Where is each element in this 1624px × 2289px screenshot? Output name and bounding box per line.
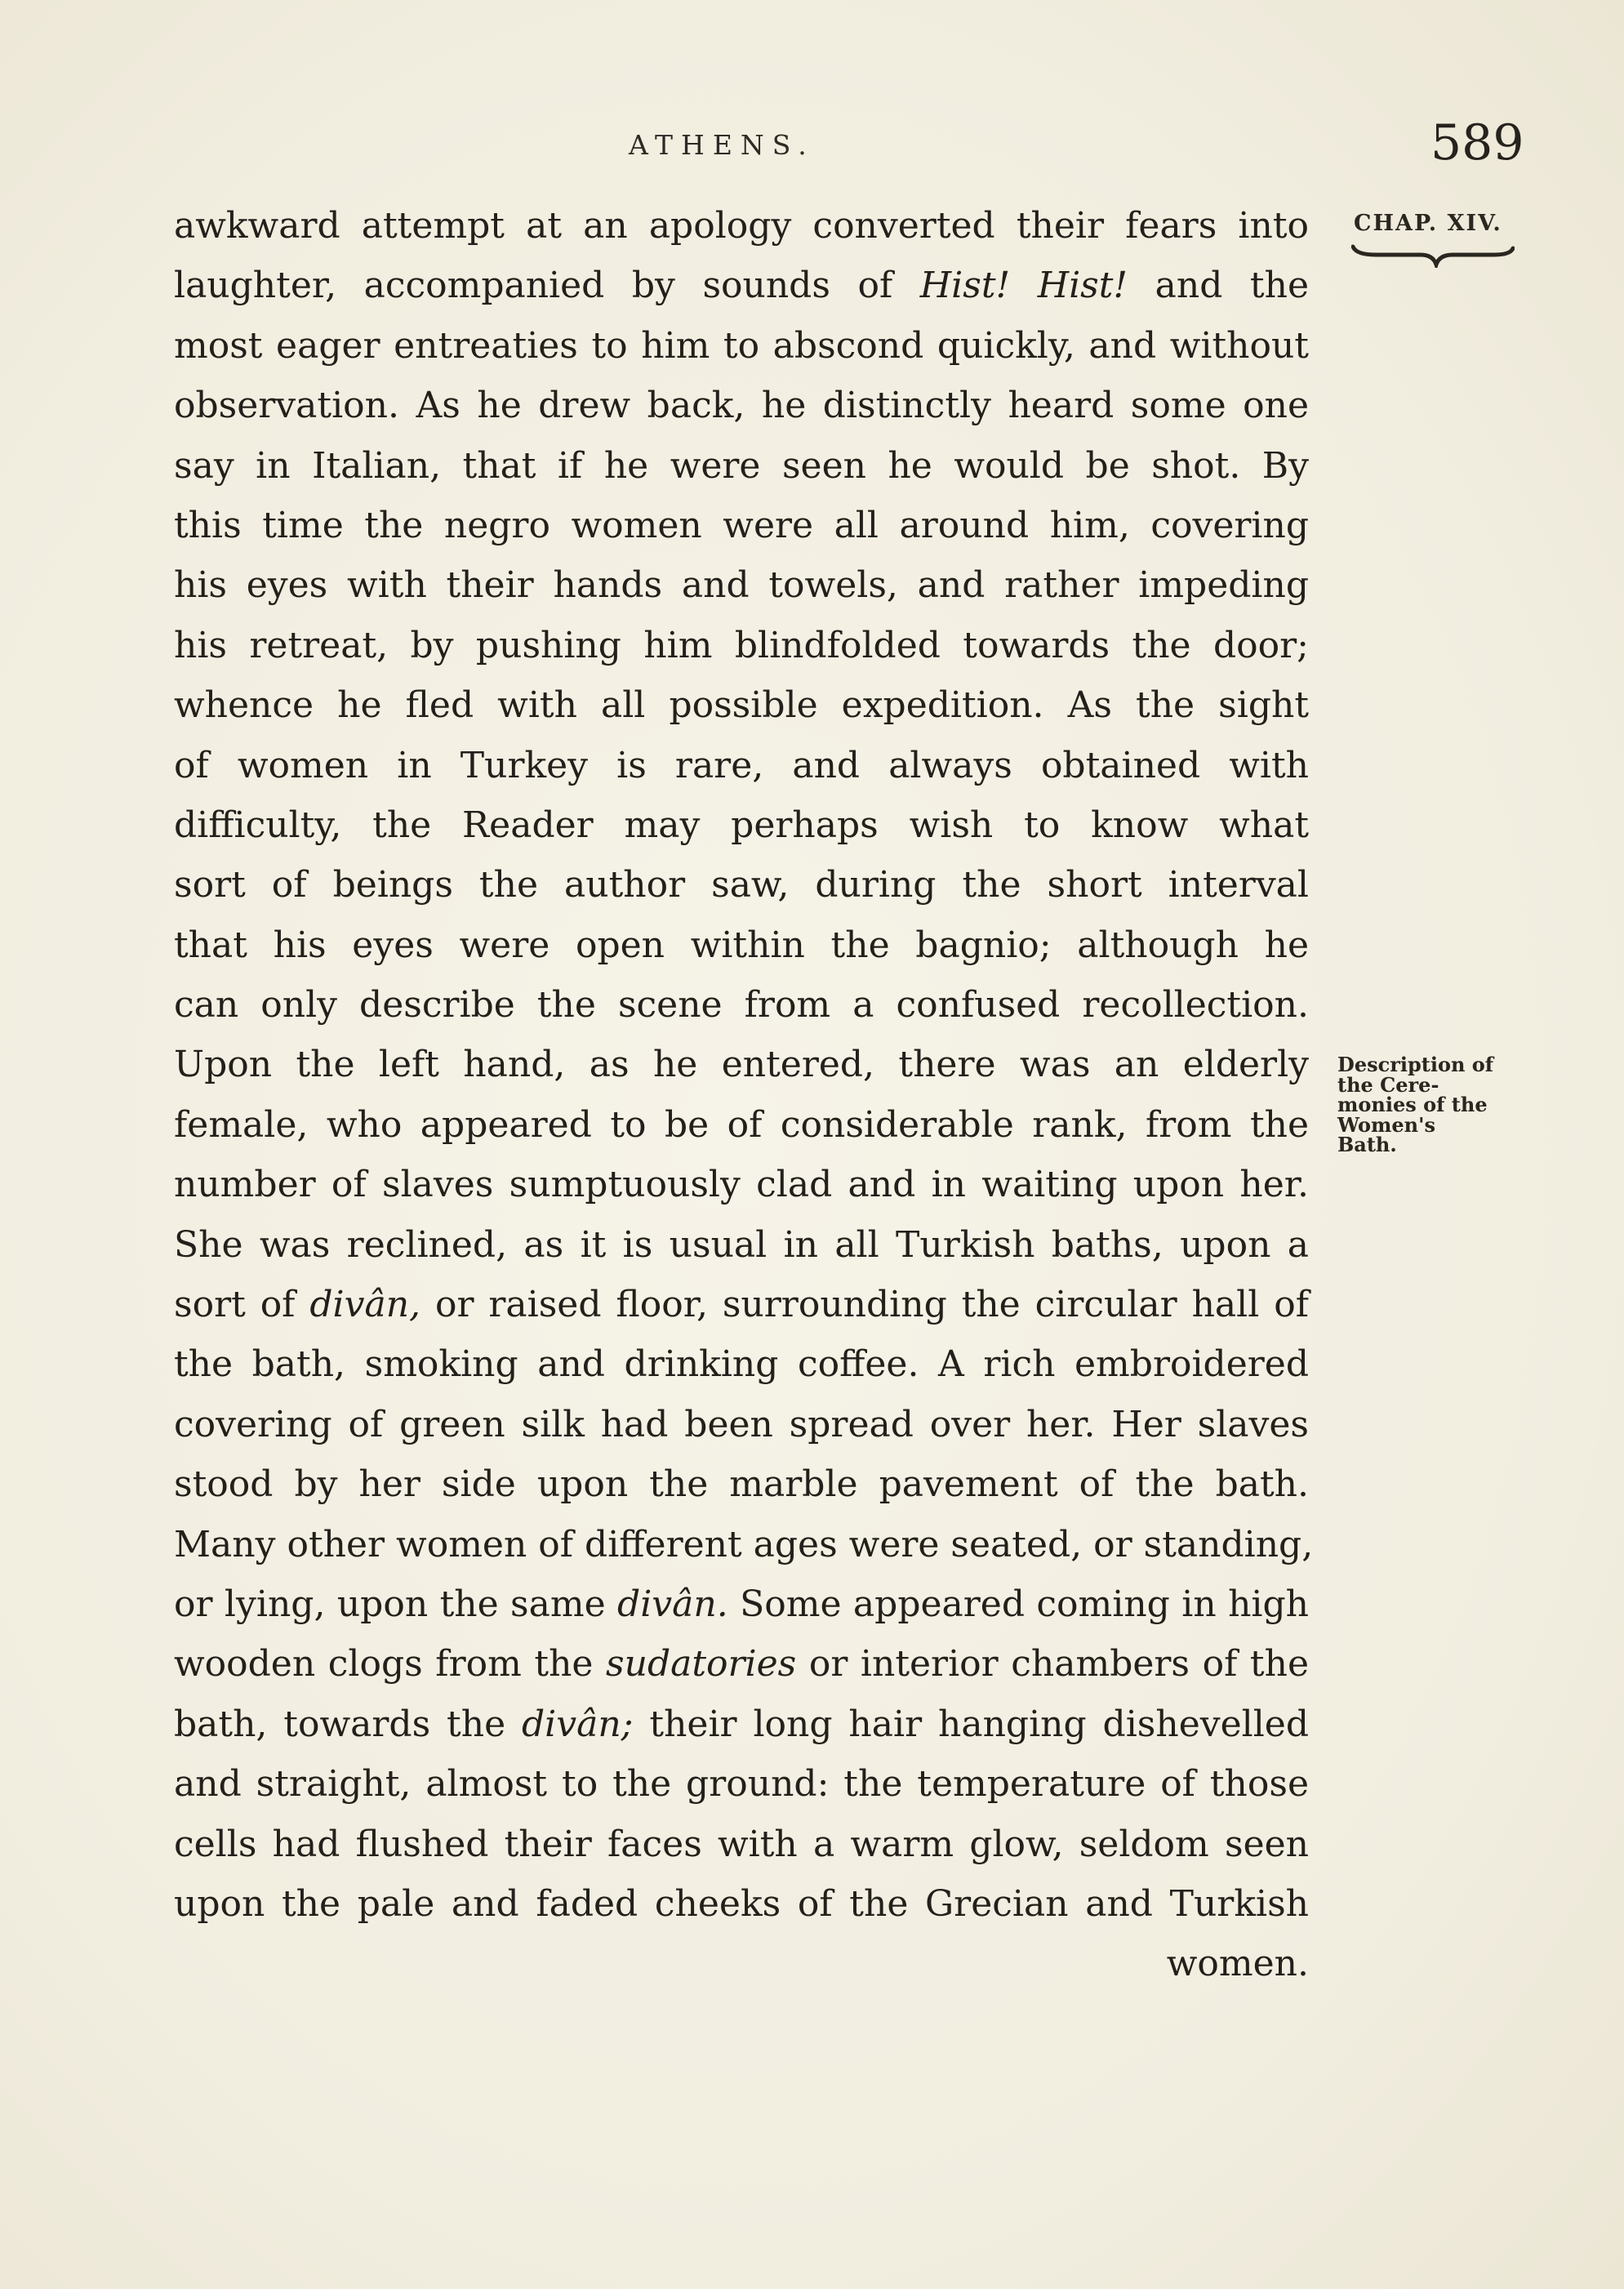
- body-text: [174, 196, 1314, 1994]
- marginal-note-line: monies of the: [1337, 1093, 1488, 1116]
- text-line: can only describe the scene from a confused recollection.: [174, 984, 1309, 1026]
- marginal-note-line: the Cere-: [1337, 1072, 1439, 1097]
- text-line: most eager entreaties to him to abscond quickly, and without: [174, 324, 1309, 367]
- text-line: cells had flushed their faces with a warm glow, seldom seen: [174, 1823, 1309, 1865]
- text-line: his eyes with their hands and towels, and rather impeding: [174, 564, 1309, 607]
- text-line: laughter, accompanied by sounds of Hist! Hist! and the: [174, 265, 1309, 307]
- text-line: number of slaves sumptuously clad and in waiting upon her.: [174, 1164, 1309, 1206]
- running-title: ATHENS.: [629, 129, 815, 161]
- text-line: female, who appeared to be of considerable rank, from the: [174, 1103, 1309, 1146]
- page-number: 589: [1430, 114, 1524, 171]
- text-line: say in Italian, that if he were seen he would be shot. By: [174, 444, 1309, 487]
- text-line: upon the pale and faded cheeks of the Grecian and Turkish: [174, 1882, 1309, 1925]
- text-line: whence he fled with all possible expedition. As the sight: [174, 684, 1309, 727]
- text-line: of women in Turkey is rare, and always obtained with: [174, 744, 1309, 786]
- text-line: women.: [1166, 1943, 1309, 1985]
- text-line: difficulty, the Reader may perhaps wish to know what: [174, 804, 1309, 846]
- text-line: covering of green silk had been spread over her. Her slaves: [174, 1403, 1309, 1445]
- chapter-marker: CHAP. XIV.: [1354, 211, 1502, 236]
- text-line: that his eyes were open within the bagnio; although he: [174, 924, 1309, 966]
- chapter-brace-icon: [1351, 243, 1515, 268]
- text-line: Upon the left hand, as he entered, there was an elderly: [174, 1044, 1309, 1086]
- text-line: sort of beings the author saw, during the short interval: [174, 864, 1309, 906]
- marginal-note-line: Bath.: [1337, 1133, 1397, 1156]
- text-line: and straight, almost to the ground: the temperature of those: [174, 1763, 1309, 1806]
- text-line: observation. As he drew back, he distinctly heard some one: [174, 385, 1309, 427]
- text-line: sort of divân, or raised floor, surrounding the circular hall of: [174, 1284, 1309, 1326]
- text-line: stood by her side upon the marble pavement of the bath.: [174, 1463, 1309, 1506]
- text-line: bath, towards the divân; their long hair hanging dishevelled: [174, 1703, 1309, 1745]
- marginal-note: [1337, 1055, 1533, 1156]
- text-line: this time the negro women were all around him, covering: [174, 504, 1309, 546]
- text-line: Many other women of different ages were seated, or standing,: [174, 1523, 1314, 1565]
- text-line: She was reclined, as it is usual in all Turkish baths, upon a: [174, 1223, 1309, 1266]
- text-line: or lying, upon the same divân. Some appeared coming in high: [174, 1583, 1309, 1625]
- text-line: wooden clogs from the sudatories or interior chambers of the: [174, 1643, 1309, 1686]
- text-line: the bath, smoking and drinking coffee. A rich embroidered: [174, 1343, 1309, 1386]
- text-line: his retreat, by pushing him blindfolded towards the door;: [174, 624, 1309, 666]
- text-line: awkward attempt at an apology converted their fears into: [174, 205, 1309, 247]
- marginal-note-line: Women's: [1337, 1112, 1435, 1137]
- marginal-note-line: Description of: [1337, 1053, 1494, 1076]
